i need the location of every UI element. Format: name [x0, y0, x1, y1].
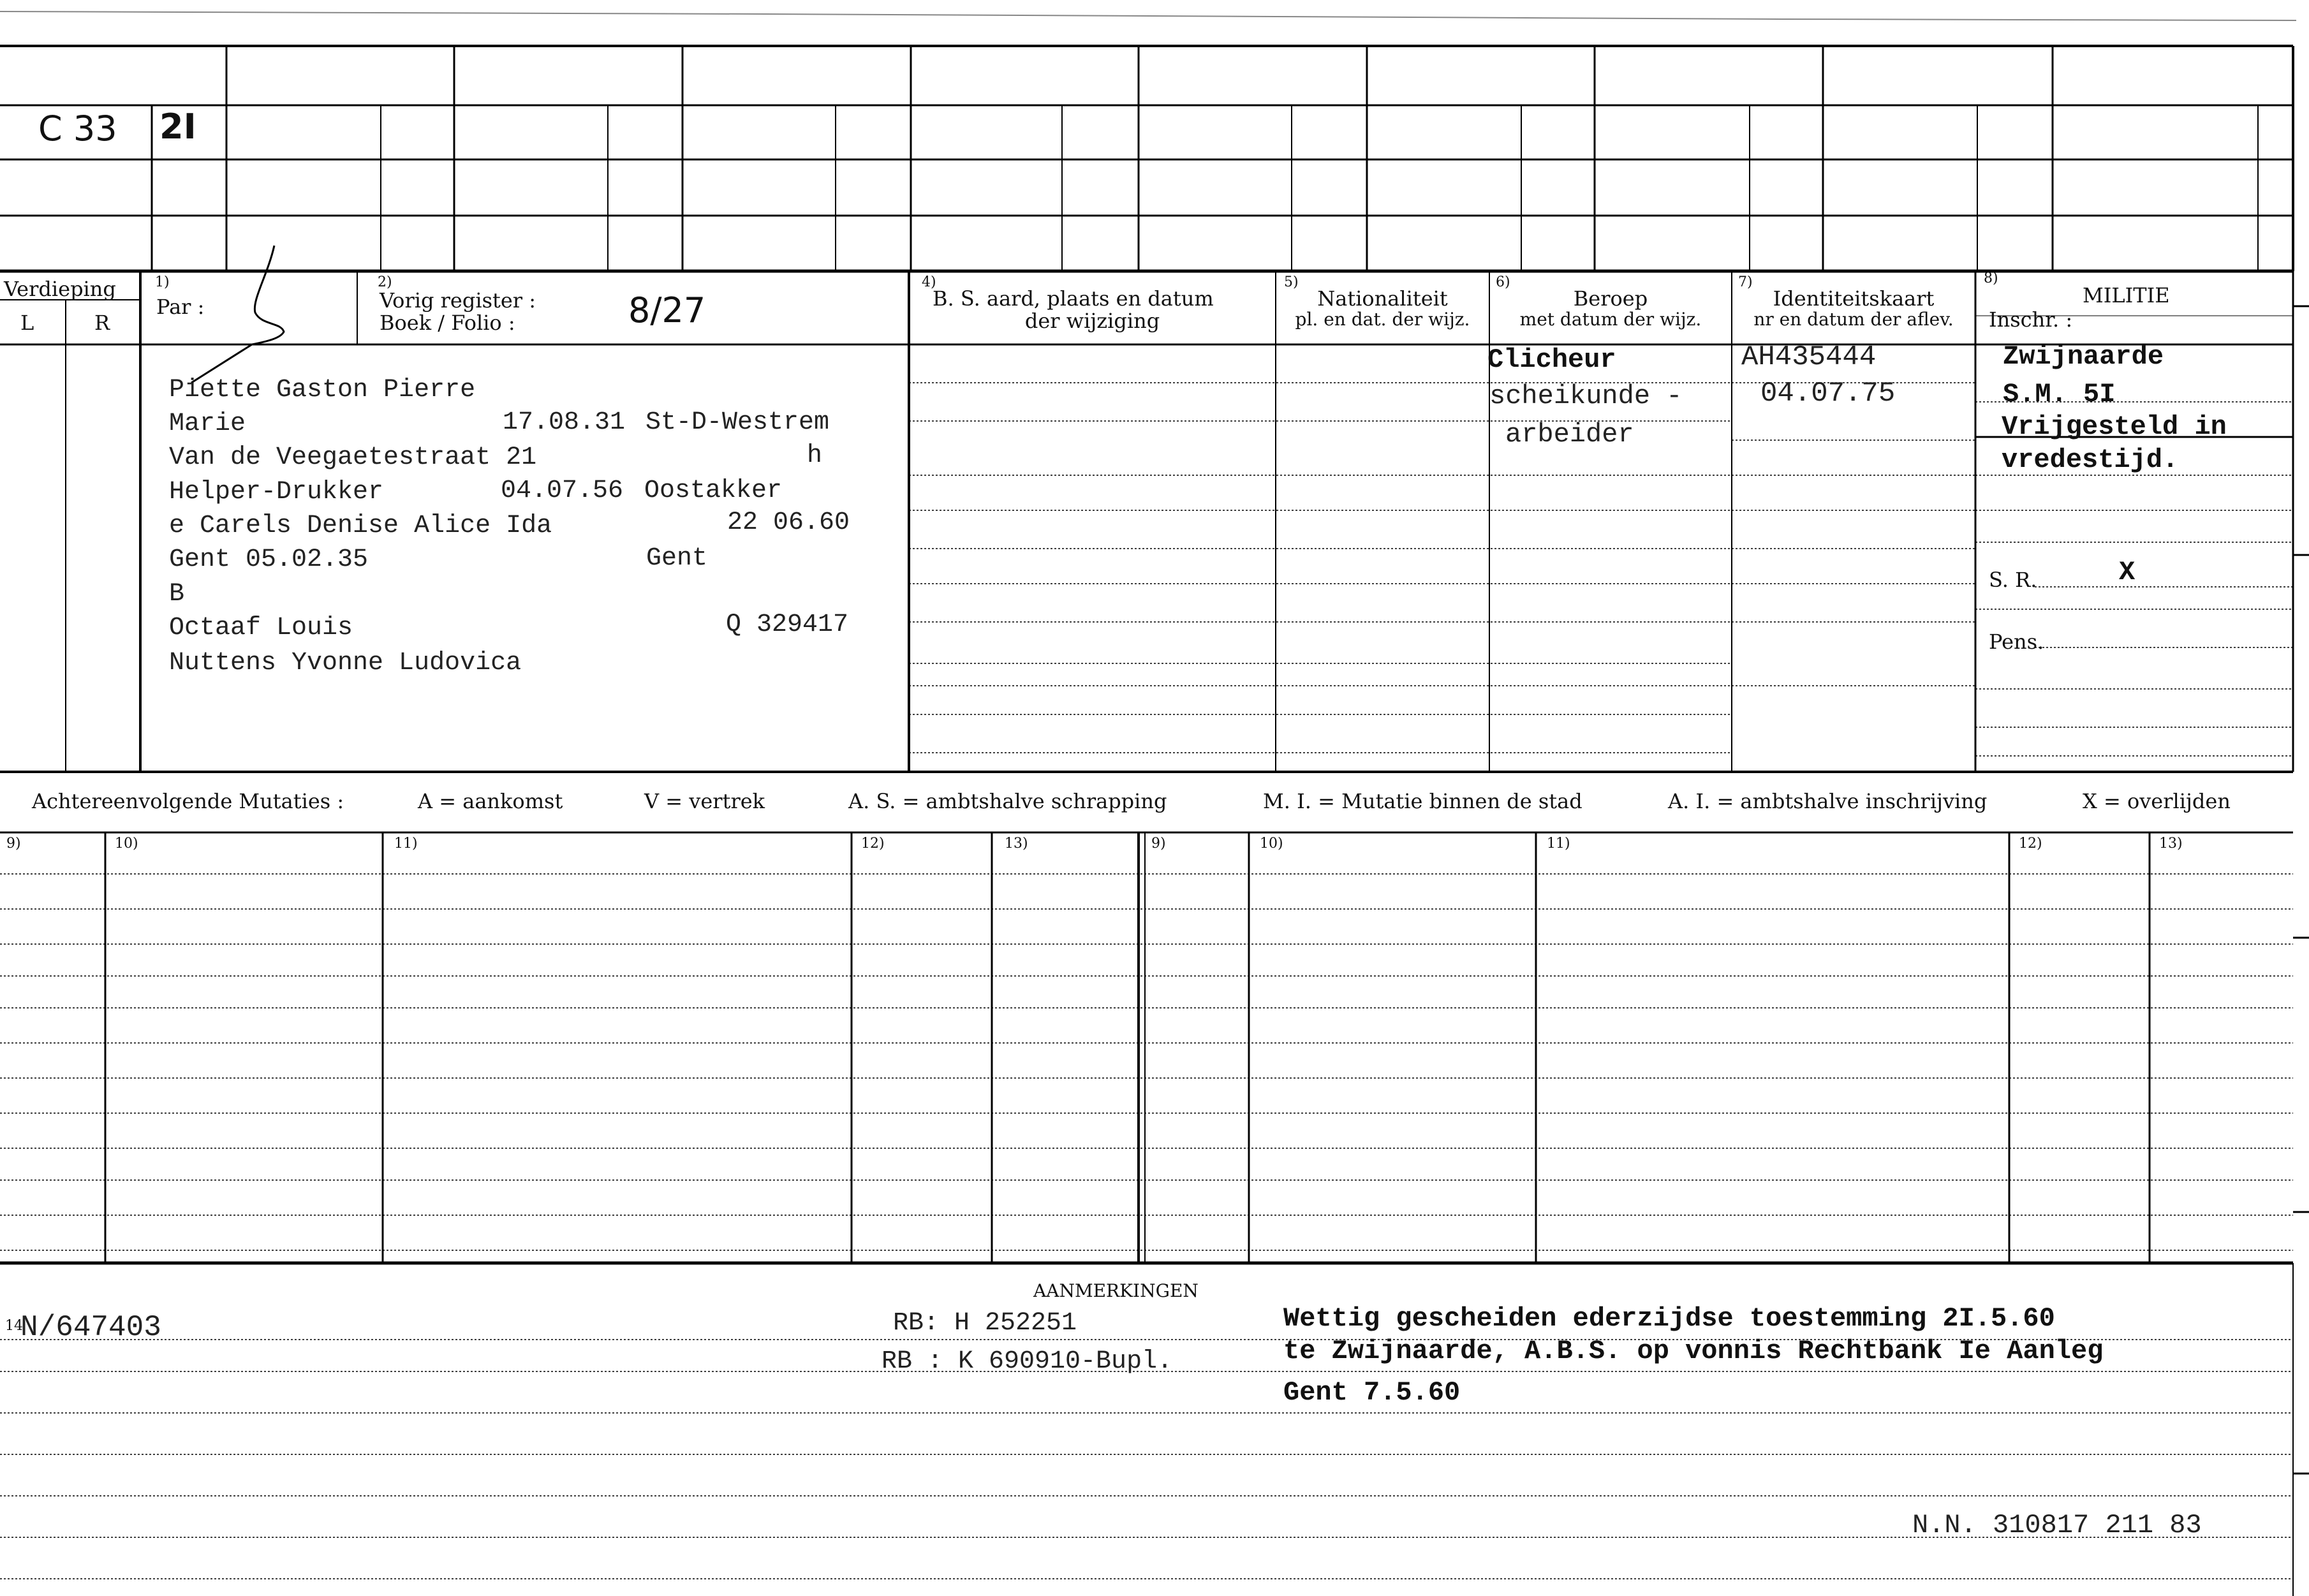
- inschr-label: Inschr. :: [1989, 307, 2073, 332]
- marriage-date: 22 06.60: [727, 508, 850, 537]
- mut-col-12: 12): [861, 836, 885, 852]
- beroep-line1: Clicheur: [1487, 344, 1616, 375]
- sr-value: X: [2119, 557, 2136, 587]
- nr-value: N/647403: [20, 1311, 161, 1344]
- number-label: 2I: [159, 107, 196, 147]
- vorig-number: 2): [378, 274, 392, 290]
- mut-col-11b: 11): [1547, 836, 1570, 852]
- col7-line1: Identiteitskaart: [1773, 286, 1935, 311]
- spouse-name: e Carels Denise Alice Ida: [169, 512, 552, 540]
- col4-line2: der wijziging: [1024, 309, 1160, 333]
- rb2: RB : K 690910-Bupl.: [882, 1347, 1173, 1376]
- spouse-birth-place: Gent: [646, 544, 708, 573]
- mut-col-10b: 10): [1260, 836, 1283, 852]
- father-code: Q 329417: [726, 610, 849, 639]
- sr-label: S. R.: [1989, 568, 2037, 592]
- address: Van de Veegaetestraat 21: [169, 443, 537, 472]
- col7-number: 7): [1738, 274, 1753, 290]
- legend-a: A = aankomst: [418, 789, 563, 813]
- address-mark: h: [807, 441, 823, 470]
- person-name: Piette Gaston Pierre: [169, 376, 476, 404]
- mutaties-title: Achtereenvolgende Mutaties :: [32, 789, 344, 813]
- legend-v: V = vertrek: [644, 789, 765, 813]
- code-label: C 33: [38, 108, 117, 149]
- militie-line3: Vrijgesteld in: [2002, 411, 2227, 442]
- col-r-label: R: [94, 311, 110, 335]
- col8-number: 8): [1984, 270, 1998, 286]
- col6-line1: Beroep: [1573, 286, 1648, 311]
- father-name: Octaaf Louis: [169, 614, 353, 642]
- col7-line2: nr en datum der aflev.: [1753, 309, 1954, 330]
- mut-col-10: 10): [115, 836, 138, 852]
- spouse-birth: Gent 05.02.35: [169, 545, 369, 574]
- boek-folio-label: Boek / Folio :: [380, 311, 515, 335]
- remark-line1: Wettig gescheiden ederzijdse toestemming 2I.5.60: [1283, 1303, 2055, 1334]
- nn-number: N.N. 310817 211 83: [1912, 1510, 2202, 1541]
- vorig-register-label: Vorig register :: [380, 288, 536, 313]
- legend-ai: A. I. = ambtshalve inschrijving: [1668, 789, 1988, 813]
- col5-line2: pl. en dat. der wijz.: [1295, 309, 1470, 330]
- occupation: Helper-Drukker: [169, 478, 384, 506]
- col-l-label: L: [20, 311, 34, 335]
- rb1: RB: H 252251: [893, 1309, 1077, 1338]
- person-name-cont: Marie: [169, 410, 246, 438]
- mother-name: Nuttens Yvonne Ludovica: [169, 649, 522, 677]
- col4-number: 4): [922, 274, 936, 290]
- col5-number: 5): [1284, 274, 1299, 290]
- par-number: 1): [155, 274, 170, 290]
- militie-line2: S.M. 5I: [2003, 379, 2116, 410]
- id-number: AH435444: [1741, 341, 1877, 373]
- remark-line2: te Zwijnaarde, A.B.S. op vonnis Rechtbank Ie Aanleg: [1283, 1336, 2104, 1366]
- col4-line1: B. S. aard, plaats en datum: [933, 286, 1214, 311]
- legend-mi: M. I. = Mutatie binnen de stad: [1263, 789, 1582, 813]
- par-label: Par :: [156, 295, 205, 319]
- mut-col-11: 11): [394, 836, 418, 852]
- mut-col-13b: 13): [2159, 836, 2183, 852]
- aanmerkingen-title: AANMERKINGEN: [1033, 1280, 1199, 1301]
- mut-col-9b: 9): [1151, 836, 1166, 852]
- mut-col-13: 13): [1005, 836, 1028, 852]
- beroep-line2: scheikunde -: [1489, 381, 1683, 411]
- militie-line1: Zwijnaarde: [2003, 341, 2164, 372]
- militie-line4: vredestijd.: [2002, 445, 2179, 475]
- pens-label: Pens.: [1989, 630, 2044, 654]
- legend-as: A. S. = ambtshalve schrapping: [848, 789, 1167, 813]
- mut-col-12b: 12): [2019, 836, 2042, 852]
- id-date: 04.07.75: [1760, 378, 1896, 410]
- remark-line3: Gent 7.5.60: [1283, 1377, 1461, 1408]
- birth-date: 17.08.31: [503, 408, 626, 437]
- col6-number: 6): [1496, 274, 1510, 290]
- occupation-place: Oostakker: [644, 477, 783, 505]
- legend-x: X = overlijden: [2083, 789, 2231, 813]
- aanmerkingen-number: 14: [5, 1318, 23, 1334]
- boek-folio-value: 8/27: [628, 290, 706, 330]
- col6-line2: met datum der wijz.: [1519, 309, 1702, 330]
- mut-col-9: 9): [6, 836, 21, 852]
- beroep-line3: arbeider: [1505, 419, 1634, 450]
- verdieping-label: Verdieping: [4, 277, 116, 301]
- birth-place: St-D-Westrem: [645, 408, 830, 437]
- status-letter: B: [169, 580, 185, 609]
- col5-line1: Nationaliteit: [1317, 286, 1448, 311]
- col8-line1: MILITIE: [2083, 283, 2170, 307]
- occupation-date: 04.07.56: [501, 477, 624, 505]
